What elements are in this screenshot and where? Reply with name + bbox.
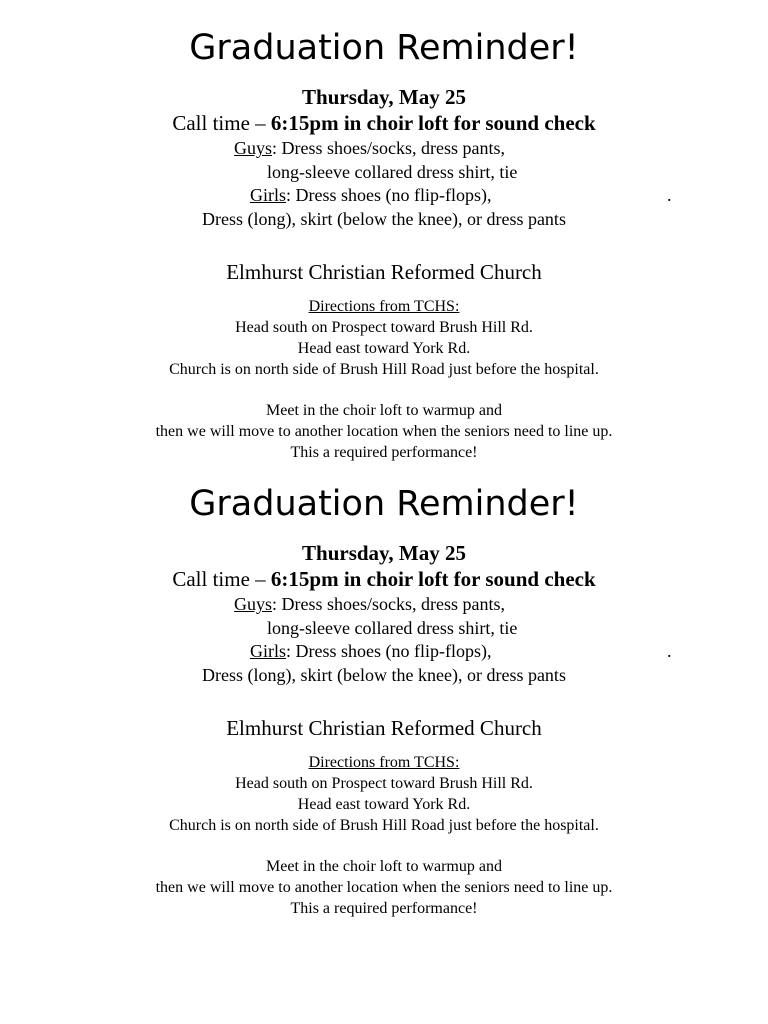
call-time-prefix: Call time – <box>172 567 271 591</box>
call-time-details: 6:15pm in choir loft for sound check <box>270 567 596 591</box>
direction-step: Head south on Prospect toward Brush Hill Rd. <box>235 775 533 792</box>
girls-text: : Dress shoes (no flip-flops), <box>286 641 492 661</box>
flyer-top <box>0 0 768 461</box>
church-name: Elmhurst Christian Reformed Church <box>226 260 542 284</box>
note-line: then we will move to another location when the seniors need to line up. <box>155 879 613 896</box>
call-time-details: 6:15pm in choir loft for sound check <box>270 111 596 135</box>
direction-step: Church is on north side of Brush Hill Road just before the hospital. <box>169 361 599 378</box>
stray-period: . <box>667 185 672 205</box>
direction-step: Head east toward York Rd. <box>297 340 471 357</box>
girls-attire-continued: Dress (long), skirt (below the knee), or dress pants <box>202 665 566 685</box>
flyer-bottom <box>0 456 768 917</box>
note-line: This a required performance! <box>290 444 478 461</box>
girls-text: : Dress shoes (no flip-flops), <box>286 185 492 205</box>
girls-attire <box>250 183 491 207</box>
event-date: Thursday, May 25 <box>302 541 466 565</box>
guys-attire <box>234 136 505 160</box>
call-time <box>0 110 768 136</box>
note-line: Meet in the choir loft to warmup and <box>266 858 502 875</box>
guys-label: Guys <box>234 138 273 158</box>
note-line: Meet in the choir loft to warmup and <box>266 402 502 419</box>
girls-attire <box>250 639 491 663</box>
girls-label: Girls <box>250 641 286 661</box>
guys-attire-continued: long-sleeve collared dress shirt, tie <box>267 618 518 638</box>
note-line: then we will move to another location when the seniors need to line up. <box>155 423 613 440</box>
direction-step: Church is on north side of Brush Hill Road just before the hospital. <box>169 817 599 834</box>
stray-period: . <box>667 641 672 661</box>
directions-heading: Directions from TCHS: <box>308 298 460 315</box>
flyer-title: Graduation Reminder! <box>189 484 579 524</box>
guys-text: : Dress shoes/socks, dress pants, <box>272 138 505 158</box>
call-time-prefix: Call time – <box>172 111 271 135</box>
direction-step: Head south on Prospect toward Brush Hill Rd. <box>235 319 533 336</box>
event-date: Thursday, May 25 <box>302 85 466 109</box>
guys-attire <box>234 592 505 616</box>
guys-attire-continued: long-sleeve collared dress shirt, tie <box>267 162 518 182</box>
directions-heading: Directions from TCHS: <box>308 754 460 771</box>
direction-step: Head east toward York Rd. <box>297 796 471 813</box>
call-time <box>0 566 768 592</box>
church-name: Elmhurst Christian Reformed Church <box>226 716 542 740</box>
guys-label: Guys <box>234 594 273 614</box>
note-line: This a required performance! <box>290 900 478 917</box>
guys-text: : Dress shoes/socks, dress pants, <box>272 594 505 614</box>
girls-label: Girls <box>250 185 286 205</box>
girls-attire-continued: Dress (long), skirt (below the knee), or dress pants <box>202 209 566 229</box>
flyer-title: Graduation Reminder! <box>189 28 579 68</box>
